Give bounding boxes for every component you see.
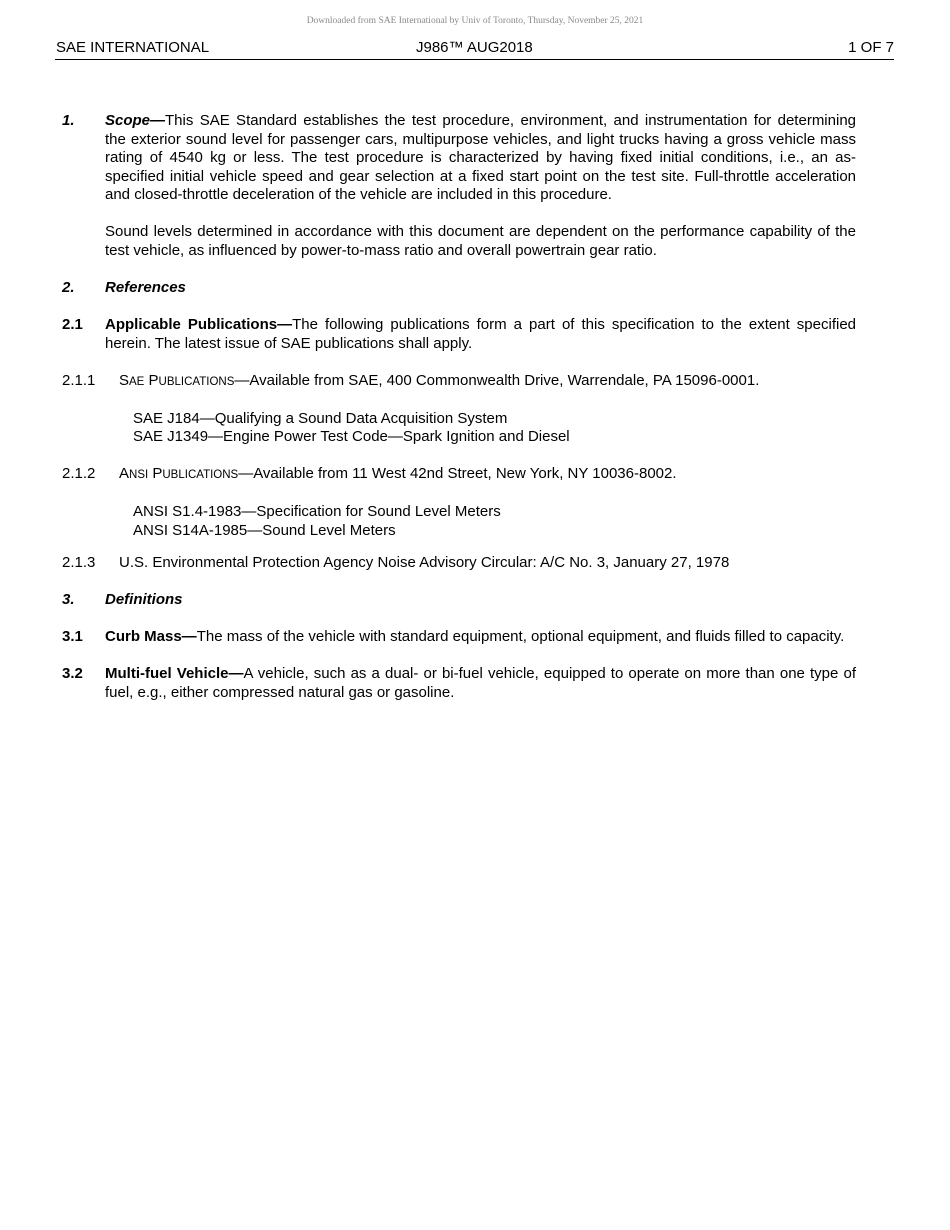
section-sae-publications [62,372,856,392]
section-text: U.S. Environmental Protection Agency Noise Advisory Circular: A/C No. 3, January 27, 1978 [119,554,730,571]
download-watermark: Downloaded from SAE International by Univ of Toronto, Thursday, November 25, 2021 [306,16,644,26]
section-number: 1. [62,112,75,129]
section-heading: Multi-fuel Vehicle— [105,665,244,682]
section-heading: Applicable Publications— [105,316,293,333]
list-item: ANSI S1.4-1983—Specification for Sound Level Meters [133,503,501,520]
section-multi-fuel-vehicle [62,665,856,702]
header-document-id: J986™ AUG2018 [416,39,533,56]
section-references [62,279,856,298]
list-item: SAE J1349—Engine Power Test Code—Spark Ignition and Diesel [133,428,570,445]
section-heading: References [105,278,186,296]
section-number: 3. [62,591,75,608]
section-heading: Scope— [105,112,166,129]
section-heading: Curb Mass— [105,628,197,645]
list-item: ANSI S14A-1985—Sound Level Meters [133,521,396,539]
page-header [55,38,894,60]
section-number: 3.1 [62,628,83,645]
list-item: SAE J184—Qualifying a Sound Data Acquisition System [133,409,508,427]
section-ansi-publications [62,465,856,485]
header-organization: SAE INTERNATIONAL [56,39,210,56]
section-scope [62,112,856,205]
section-number: 2.1.2 [62,465,96,482]
section-text: A vehicle, such as a dual- or bi-fuel vehicle, equipped to operate on more than one type of fuel, e.g., either compressed natural gas or gasoline. [105,665,856,701]
section-applicable-publications [62,316,856,353]
section-definitions [62,591,856,610]
section-text: The following publications form a part of this specification to the extent specified herein. The latest issue of SAE publications shall apply. [105,316,857,352]
section-number: 2.1.3 [62,554,96,571]
section-number: 2. [62,278,75,296]
section-number: 2.1 [62,316,83,333]
section-number: 3.2 [62,665,83,682]
header-page-number: 1 OF 7 [848,39,894,56]
section-epa-circular [62,554,856,573]
document-body [62,112,856,702]
section-heading: ANSI PUBLICATIONS [119,465,239,482]
section-number: 2.1.1 [62,371,96,389]
ansi-reference-list [62,503,856,540]
section-text: This SAE Standard establishes the test procedure, environment, and instrumentation for determining the exterior sound level for passenger cars, multipurpose vehicles, and light trucks having a gross vehicle mass rating of 4540 kg or less. The test procedure is characterized by having fixed initial conditions, i.e., an as-specified initial vehicle speed and gear selection at a fixed start point on the test site. Full-throttle acceleration and closed-throttle deceleration of the vehicle are included in this procedure. [105,112,856,203]
section-heading: Definitions [105,591,183,608]
section-text: —Available from SAE, 400 Commonwealth Drive, Warrendale, PA 15096-0001. [234,371,760,389]
section-heading: SAE PUBLICATIONS [119,371,235,389]
section-text: The mass of the vehicle with standard equipment, optional equipment, and fluids filled to capacity. [196,628,845,645]
sae-reference-list [62,410,856,447]
scope-paragraph-2 [62,223,856,260]
section-text: —Available from 11 West 42nd Street, New York, NY 10036-8002. [238,465,677,482]
section-text: Sound levels determined in accordance with this document are dependent on the performance capability of the test vehicle, as influenced by power-to-mass ratio and overall powertrain gear ratio. [105,223,856,259]
section-curb-mass [62,628,856,647]
